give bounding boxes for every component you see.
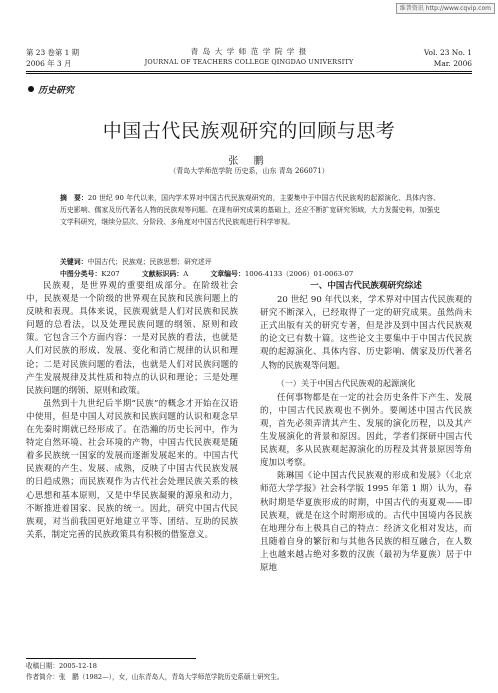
- article-meta: [60, 256, 353, 280]
- body-right-column: [260, 280, 472, 575]
- subsection-heading: （一）关于中国古代民族观的起源演化: [276, 377, 416, 388]
- volume-issue-en: Vol. 23 No. 1: [423, 48, 472, 57]
- clc-number: K207: [101, 270, 120, 278]
- volume-issue: 第 23 卷第 1 期: [26, 48, 80, 57]
- body-paragraph: 任何事物都是在一定的社会历史条件下产生、发展的，中国古代民族观也不例外。要阐述中国古代民族观，首先必须弄清其产生、发展的演化历程，以及其产生发展演化的背景和原因。因此，学者们探研中国古代民族观，多从民族观起源演化的历程及其背景原因等角度加以考察。: [260, 392, 472, 469]
- article-number: 1006-4133（2006）01-0063-07: [244, 270, 354, 278]
- article-title: 中国古代民族观研究的回顾与思考: [102, 120, 396, 142]
- issue-info-en: [424, 47, 472, 69]
- body-left-column: [26, 280, 238, 542]
- footnote: [26, 661, 283, 683]
- watermark: 维普资讯 http://www.cqvip.com: [396, 3, 495, 14]
- author-affiliation: （青岛大学师范学院 历史系，山东 青岛 266071）: [169, 167, 329, 175]
- body-paragraph: 20 世纪 90 年代以来，学术界对中国古代民族观的研究不断深入，已经取得了一定的研究成果。虽然尚未正式出版有关的研究专著，但是涉及到中国古代民族观的论文已有数十篇。这些论文主要集中于中国古代民族观的起源演化、具体内容、历史影响、儒家及历代著名人物的民族观等问题。: [260, 295, 472, 371]
- clc-label: 中图分类号：: [60, 270, 102, 278]
- doc-code-label: 文献标识码：: [141, 270, 184, 278]
- issue-date: 2006 年 3 月: [26, 59, 72, 68]
- journal-name-en: JOURNAL OF TEACHERS COLLEGE QINGDAO UNIVERSITY: [144, 58, 354, 66]
- section-heading: 一、中国古代民族观研究综述: [310, 281, 422, 291]
- author-bio: 作者简介：张 鹏（1982—），女，山东青岛人，青岛大学师范学院历史系硕士研究生。: [26, 673, 284, 681]
- issue-info: [26, 47, 79, 69]
- keywords: [60, 256, 353, 268]
- section-tag: [28, 83, 74, 96]
- journal-name-cn: 青 岛 大 学 师 范 学 院 学 报: [190, 47, 308, 56]
- doc-code: A: [183, 270, 189, 278]
- classification: [60, 268, 353, 280]
- abstract: [60, 192, 440, 229]
- footnote-rule: [26, 658, 196, 659]
- abstract-label: 摘 要：: [60, 194, 88, 202]
- header-rule: [26, 71, 472, 72]
- article-number-label: 文章编号：: [210, 270, 245, 278]
- keywords-text: 中国古代；民族观；民族思想；研究述评: [87, 258, 212, 266]
- body-paragraph: 虽然到十九世纪后半期“民族”的概念才开始在汉语中使用，但是中国人对民族和民族问题的认识和观念早在先秦时期就已经形成了。在浩瀚的历史长河中，作为特定自然环境、社会环境的产物，中国古代民族观是随着多民族统一国家的发展而逐渐发展起来的。中国古代民族观的产生、发展、成熟，反映了中国古代民族发展的日趋成熟；而民族观作为古代社会处理民族关系的核心思想和基本原则，又是中华民族凝聚的源泉和动力，不断推进着国家、民族的统一。因此，研究中国古代民族观，对当前我国更好地建立平等、团结、互助的民族关系，制定完善的民族政策具有积极的借鉴意义。: [26, 398, 238, 540]
- header-rule-thin: [26, 73, 472, 74]
- body-paragraph: 民族观，是世界观的重要组成部分。在阶级社会中，民族观是一个阶级的世界观在民族和民族问题上的反映和表现。具体来说，民族观就是人们对民族和民族问题的总看法，以及处理民族问题的纲领、原则和政策。它包含三个方面内容：一是对民族的看法，也就是人们对民族的形成、发展、变化和消亡规律的认识和理论；二是对民族问题的看法，也就是人们对民族问题的产生发展规律及其性质和特点的认识和理论；三是处理民族问题的纲领、原则和政策。: [26, 281, 238, 396]
- received-date: 收稿日期：2005-12-18: [26, 662, 97, 670]
- journal-name: [110, 46, 388, 68]
- body-paragraph: 陈琳国《论中国古代民族观的形成和发展》（《北京师范大学学报》社会科学版 1995 年第 1 期）认为，春秋时期是华夏族形成的时期，中国古代的夷夏观——即民族观，就是在这个时期形成的。古代中国境内各民族在地理分布上极具自己的特点：经济文化相对发达，而且随着自身的繁衍和与其他各民族的相互融合，在人数上也越来越占绝对多数的汉族（最初为华夏族）居于中原地: [260, 471, 472, 573]
- author-name: 张 鹏: [228, 156, 270, 167]
- section-tag-label: 历史研究: [38, 86, 75, 96]
- bullet-icon: [28, 86, 34, 92]
- abstract-text: 20 世纪 90 年代以来，国内学术界对中国古代民族观研究的，主要集中于中国古代民族观的起源演化、具体内容、历史影响、儒家及历代著名人物的民族观等问题。在现有研究成果的基础上，还应不断扩宽研究领域，大力发掘史料，加强史文学科研究，继续分层次、分阶段、多角度对中国古代民族观进行科学审视。: [60, 194, 440, 227]
- keywords-label: 关键词：: [60, 258, 88, 266]
- issue-date-en: Mar. 2006: [433, 59, 472, 68]
